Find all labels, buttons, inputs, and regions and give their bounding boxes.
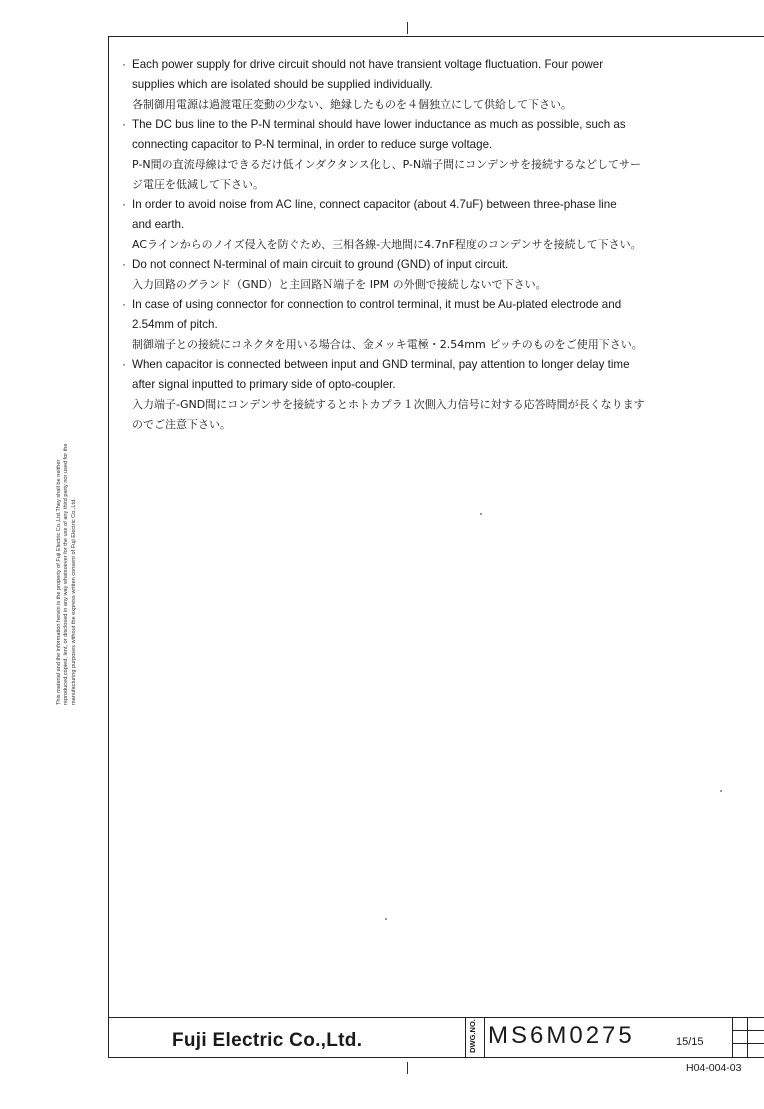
note-en-line1: · When capacitor is connected between input and GND terminal, pay attention to longer delay time — [132, 358, 630, 371]
list-item — [122, 55, 747, 115]
note-en-line1: · In case of using connector for connection to control terminal, it must be Au-plated electrode and — [132, 298, 622, 311]
note-en-line2: 2.54mm of pitch. — [132, 318, 218, 331]
scan-speck — [385, 918, 387, 920]
note-en-line2: after signal inputted to primary side of opto-coupler. — [132, 378, 396, 391]
title-block-top-rule — [108, 1017, 764, 1018]
note-ja-line1: 入力回路のグランド（GND）と主回路Ｎ端子を IPM の外側で接続しないで下さい。 — [132, 278, 547, 291]
dwg-divider — [484, 1017, 485, 1057]
top-center-mark — [407, 22, 408, 34]
dwg-no-label: DWG.NO. — [468, 1019, 477, 1053]
list-item — [122, 295, 747, 355]
note-ja-line1: 入力端子-GND間にコンデンサを接続するとホトカプラ１次側入力信号に対する応答時間が長くなります — [132, 398, 645, 411]
note-en-line1: · Each power supply for drive circuit should not have transient voltage fluctuation. Four power — [132, 58, 604, 71]
scan-speck — [720, 790, 722, 792]
note-en-line2: supplies which are isolated should be supplied individually. — [132, 78, 433, 91]
form-code: H04-004-03 — [686, 1062, 742, 1074]
grid-line — [733, 1043, 764, 1044]
note-ja-line1: 制御端子との接続にコネクタを用いる場合は、金メッキ電極・2.54mm ピッチのものをご使用下さい。 — [132, 338, 643, 351]
note-en-line2: connecting capacitor to P-N terminal, in order to reduce surge voltage. — [132, 138, 493, 151]
note-ja-line2: ジ電圧を低減して下さい。 — [132, 178, 264, 191]
drawing-number: MS6M0275 — [488, 1022, 635, 1049]
dwg-divider — [465, 1017, 466, 1057]
page-number: 15/15 — [676, 1036, 704, 1048]
bottom-center-mark — [407, 1062, 408, 1074]
note-ja-line1: 各制御用電源は過渡電圧変動の少ない、絶縁したものを４個独立にして供給して下さい。 — [132, 98, 572, 111]
title-block-bottom-rule — [108, 1057, 764, 1058]
company-name: Fuji Electric Co.,Ltd. — [172, 1030, 363, 1051]
list-item — [122, 355, 747, 435]
list-item — [122, 115, 747, 195]
revision-grid — [732, 1017, 764, 1057]
list-item — [122, 255, 747, 295]
notes-list — [122, 55, 747, 435]
note-en-line1: · Do not connect N-terminal of main circuit to ground (GND) of input circuit. — [132, 258, 509, 271]
scan-speck — [480, 513, 482, 515]
note-ja-line1: ACラインからのノイズ侵入を防ぐため、三相各線-大地間に4.7nF程度のコンデンサを接続して下さい。 — [132, 238, 642, 251]
list-item — [122, 195, 747, 255]
note-en-line2: and earth. — [132, 218, 185, 231]
confidentiality-notice: This material and the information herein is the property of Fuji Electric Co.,Ltd.They shall be neither reproduced,copied, lent, or disclosed in any way whatsoever for the use of any third party nor used for the manufacturing purposes without the express written consent of Fuji Electric Co.,Ltd. — [56, 443, 77, 705]
grid-line — [733, 1030, 764, 1031]
note-en-line1: · The DC bus line to the P-N terminal should have lower inductance as much as possible, such as — [132, 118, 626, 131]
note-ja-line2: のでご注意下さい。 — [132, 418, 231, 431]
grid-line — [747, 1017, 748, 1057]
note-en-line1: · In order to avoid noise from AC line, connect capacitor (about 4.7uF) between three-phase line — [132, 198, 617, 211]
note-ja-line1: P-N間の直流母線はできるだけ低インダクタンス化し、P-N端子間にコンデンサを接続するなどしてサー — [132, 158, 641, 171]
